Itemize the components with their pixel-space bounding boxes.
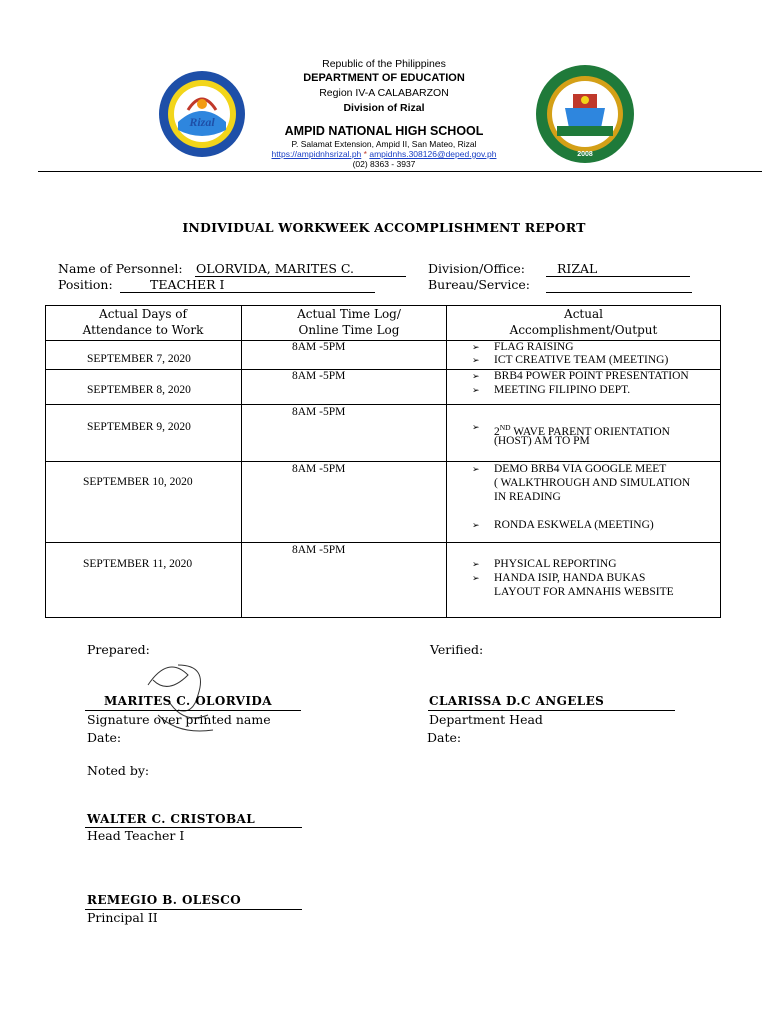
header-accomplishment: Actual Accomplishment/Output [509,307,658,337]
bullet-arrow-icon: ➢ [472,372,480,382]
bullet-arrow-icon: ➢ [472,574,480,584]
row2-time: 8AM -5PM [292,370,346,382]
bullet-arrow-icon: ➢ [472,386,480,396]
phone-line: (02) 8363 - 3937 [352,159,416,169]
separator: * [363,149,367,159]
name-label: Name of Personnel: [58,261,183,276]
verifier-caption: Department Head [429,712,543,727]
bureau-underline [546,292,692,293]
row3-item1: 2ND WAVE PARENT ORIENTATION [494,423,670,438]
division-underline [546,276,690,277]
name-value: OLORVIDA, MARITES C. [196,261,354,276]
row-separator [45,542,721,543]
preparer-name-underline [85,710,301,711]
row1-date: SEPTEMBER 7, 2020 [87,353,191,365]
republic-line: Republic of the Philippines [322,58,446,70]
row5-item2-line2: LAYOUT FOR AMNAHIS WEBSITE [494,586,674,598]
row-separator [45,404,721,405]
row-separator [45,461,721,462]
department-line: DEPARTMENT OF EDUCATION [303,72,465,84]
row4-item1-line3: IN READING [494,491,561,503]
noted2-title: Principal II [87,910,158,925]
division-seal-logo [158,70,246,158]
contact-line [0,149,768,159]
verified-label: Verified: [430,642,484,657]
bullet-arrow-icon: ➢ [472,356,480,366]
preparer-name: MARITES C. OLORVIDA [104,694,272,708]
division-office-value: RIZAL [557,261,598,276]
school-address: P. Salamat Extension, Ampid II, San Mateo, Rizal [291,139,477,149]
division-office-label: Division/Office: [428,261,526,276]
email-link[interactable]: ampidnhs.308126@deped.gov.ph [369,149,497,159]
noted-by-label: Noted by: [87,763,150,778]
preparer-date: Date: [87,730,122,745]
row2-date: SEPTEMBER 8, 2020 [87,384,191,396]
verifier-date: Date: [427,730,462,745]
position-value: TEACHER I [150,277,225,292]
header-time-log: Actual Time Log/ Online Time Log [297,307,401,337]
row3-item1-line2: (HOST) AM TO PM [494,435,590,447]
row4-item1-line1: DEMO BRB4 VIA GOOGLE MEET [494,463,667,475]
row2-item1: BRB4 POWER POINT PRESENTATION [494,370,689,382]
bullet-arrow-icon: ➢ [472,465,480,475]
region-line: Region IV-A CALABARZON [319,87,449,99]
row3-date: SEPTEMBER 9, 2020 [87,421,191,433]
division-line: Division of Rizal [343,102,425,114]
verifier-name: CLARISSA D.C ANGELES [429,694,605,708]
position-label: Position: [58,277,113,292]
row-separator [45,340,721,341]
row5-time: 8AM -5PM [292,544,346,556]
verifier-name-underline [428,710,675,711]
table-border-bottom [45,617,721,618]
school-name: AMPID NATIONAL HIGH SCHOOL [284,124,484,138]
report-title: INDIVIDUAL WORKWEEK ACCOMPLISHMENT REPORT [182,220,586,235]
noted1-title: Head Teacher I [87,828,185,843]
row1-time: 8AM -5PM [292,341,346,353]
accomplishment-table [45,305,721,618]
bullet-arrow-icon: ➢ [472,423,480,433]
preparer-caption: Signature over printed name [87,712,271,727]
row1-item1: FLAG RAISING [494,341,574,353]
row1-item2: ICT CREATIVE TEAM (MEETING) [494,354,669,366]
row3-time: 8AM -5PM [292,406,346,418]
row2-item2: MEETING FILIPINO DEPT. [494,384,631,396]
row4-item1-line2: ( WALKTHROUGH AND SIMULATION [494,477,691,489]
name-underline [195,276,406,277]
prepared-label: Prepared: [87,642,150,657]
row4-time: 8AM -5PM [292,463,346,475]
row4-date: SEPTEMBER 10, 2020 [83,476,193,488]
row4-item2: RONDA ESKWELA (MEETING) [494,519,654,531]
bullet-arrow-icon: ➢ [472,560,480,570]
website-link[interactable]: https://ampidnhsrizal.ph [271,149,362,159]
noted2-name: REMEGIO B. OLESCO [87,893,242,907]
row5-item1: PHYSICAL REPORTING [494,558,617,570]
bullet-arrow-icon: ➢ [472,521,480,531]
seal-year: 2008 [577,151,593,158]
header-divider [38,171,762,172]
school-seal-logo [535,64,635,164]
bureau-label: Bureau/Service: [428,277,530,292]
seal-text: Rizal [189,115,215,129]
bullet-arrow-icon: ➢ [472,343,480,353]
header-attendance: Actual Days of Attendance to Work [82,307,204,337]
row5-item2-line1: HANDA ISIP, HANDA BUKAS [494,572,646,584]
position-underline [120,292,375,293]
row5-date: SEPTEMBER 11, 2020 [83,558,193,570]
noted1-name: WALTER C. CRISTOBAL [87,812,256,826]
